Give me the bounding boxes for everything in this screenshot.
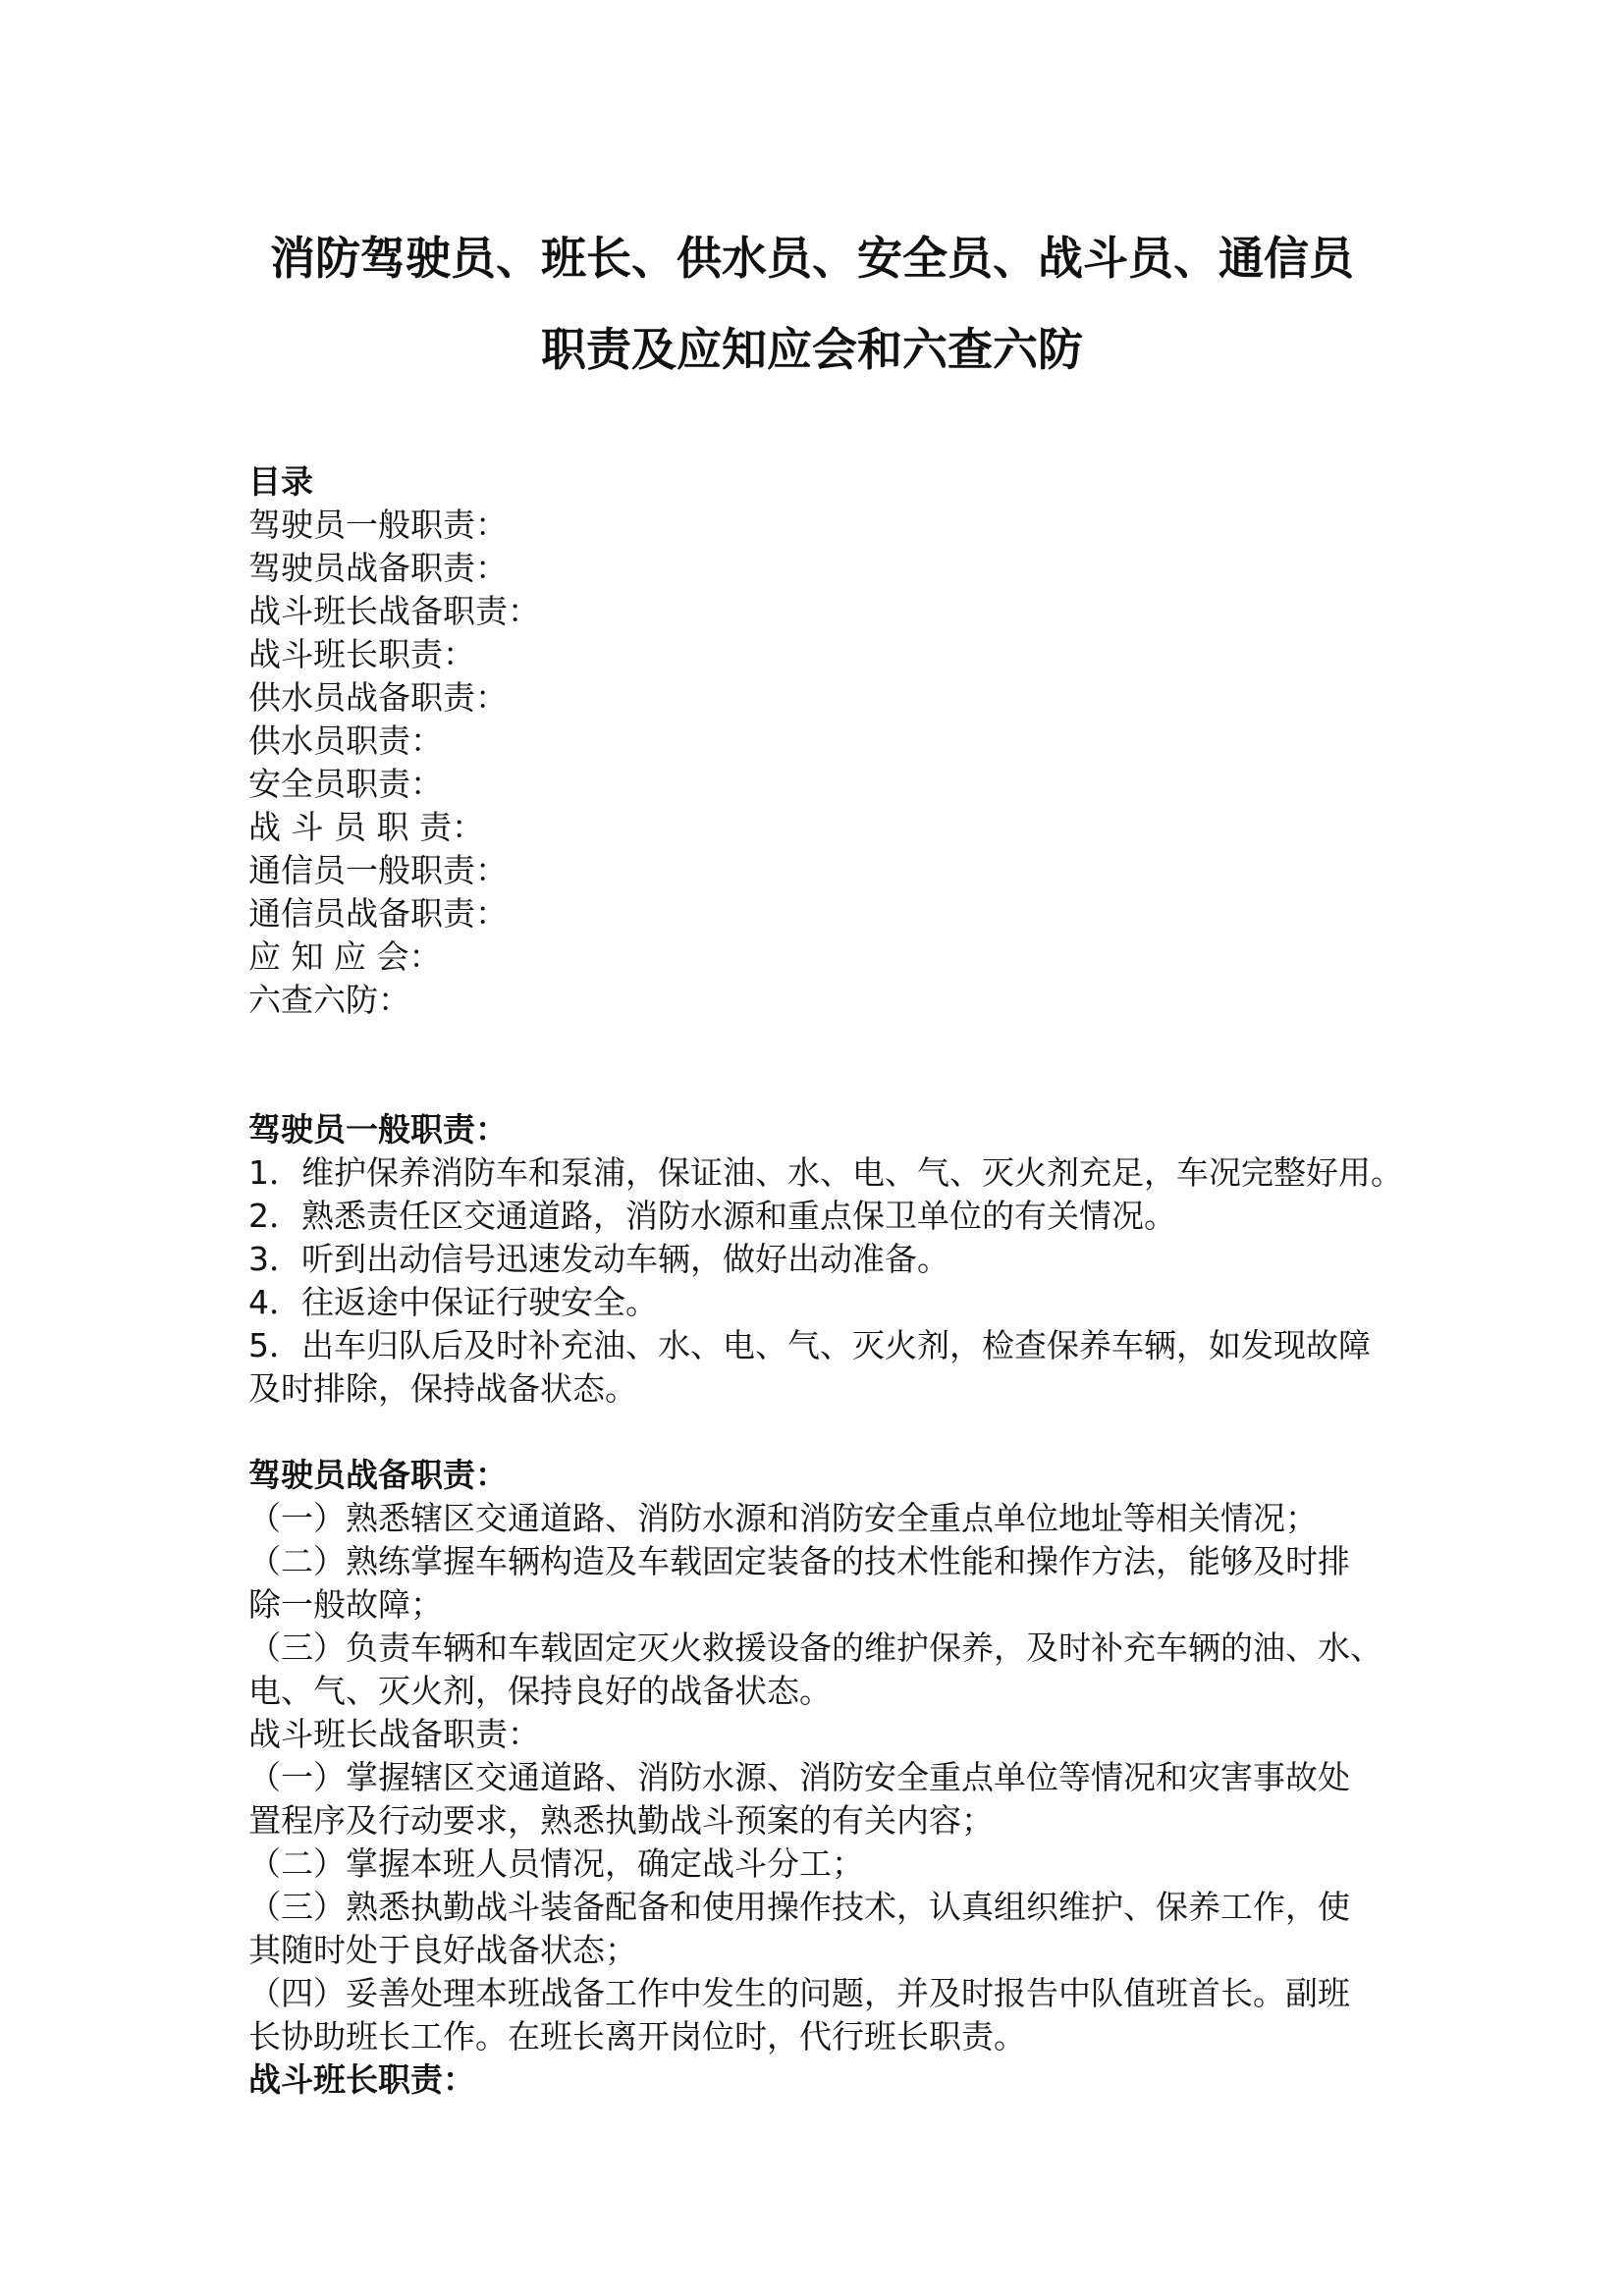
- section-heading: 战斗班长战备职责：: [248, 1715, 540, 1753]
- section-heading: 驾驶员战备职责：: [248, 1456, 508, 1494]
- toc-item[interactable]: 驾驶员战备职责：: [248, 549, 508, 587]
- section-heading: 战斗班长职责：: [248, 2060, 475, 2099]
- section-squad-leader-readiness-duties: [248, 1713, 1476, 2058]
- toc-item[interactable]: 通信员战备职责：: [248, 894, 508, 933]
- paragraph-line: 4．往返途中保证行驶安全。: [248, 1283, 658, 1321]
- paragraph-line: （一）熟悉辖区交通道路、消防水源和消防安全重点单位地址等相关情况；: [248, 1499, 1318, 1537]
- paragraph-line: （三）负责车辆和车载固定灭火救援设备的维护保养，及时补充车辆的油、水、: [248, 1629, 1382, 1667]
- toc-item[interactable]: 驾驶员一般职责：: [248, 506, 508, 544]
- toc-item[interactable]: 通信员一般职责：: [248, 851, 508, 889]
- paragraph-line: （二）掌握本班人员情况，确定战斗分工；: [248, 1844, 864, 1883]
- document-title-line-1: 消防驾驶员、班长、供水员、安全员、战斗员、通信员: [270, 232, 1354, 285]
- paragraph-line: 置程序及行动要求，熟悉执勤战斗预案的有关内容；: [248, 1801, 994, 1840]
- document-title-line-2: 职责及应知应会和六查六防: [541, 323, 1083, 376]
- section-squad-leader-duties: [248, 2058, 1476, 2102]
- paragraph-line: （三）熟悉执勤战斗装备配备和使用操作技术，认真组织维护、保养工作，使: [248, 1888, 1350, 1926]
- paragraph-line: 5．出车归队后及时补充油、水、电、气、灭火剂，检查保养车辆，如发现故障: [248, 1326, 1371, 1364]
- section-heading: 驾驶员一般职责：: [248, 1110, 508, 1148]
- toc-item[interactable]: 战 斗 员 职 责：: [248, 808, 484, 846]
- toc-item[interactable]: 供水员职责：: [248, 721, 443, 760]
- toc-heading: 目录: [248, 462, 313, 501]
- toc-item[interactable]: 应 知 应 会：: [248, 937, 442, 976]
- paragraph-line: 其随时处于良好战备状态；: [248, 1931, 637, 1969]
- paragraph-line: 电、气、灭火剂，保持良好的战备状态。: [248, 1672, 832, 1710]
- paragraph-line: （一）掌握辖区交通道路、消防水源、消防安全重点单位等情况和灾害事故处: [248, 1758, 1350, 1796]
- toc-item[interactable]: 六查六防：: [248, 981, 410, 1019]
- paragraph-line: 长协助班长工作。在班长离开岗位时，代行班长职责。: [248, 2017, 1026, 2056]
- paragraph-line: 除一般故障；: [248, 1585, 443, 1624]
- toc-item[interactable]: 战斗班长战备职责：: [248, 592, 540, 630]
- table-of-contents: [248, 504, 1476, 1022]
- paragraph-line: 2．熟悉责任区交通道路，消防水源和重点保卫单位的有关情况。: [248, 1197, 1176, 1235]
- section-driver-readiness-duties: [248, 1454, 1476, 1713]
- paragraph-line: 3．听到出动信号迅速发动车辆，做好出动准备。: [248, 1240, 949, 1278]
- toc-item[interactable]: 安全员职责：: [248, 765, 443, 803]
- toc-item[interactable]: 供水员战备职责：: [248, 678, 508, 717]
- paragraph-line: （二）熟练掌握车辆构造及车载固定装备的技术性能和操作方法，能够及时排: [248, 1542, 1350, 1580]
- section-driver-general-duties: [248, 1108, 1476, 1411]
- paragraph-line: 1．维护保养消防车和泵浦，保证油、水、电、气、灭火剂充足，车况完整好用。: [248, 1153, 1403, 1192]
- document-body: [248, 460, 1476, 2102]
- toc-item[interactable]: 战斗班长职责：: [248, 635, 475, 673]
- paragraph-line: （四）妥善处理本班战备工作中发生的问题，并及时报告中队值班首长。副班: [248, 1974, 1350, 2012]
- paragraph-line: 及时排除，保持战备状态。: [248, 1369, 637, 1408]
